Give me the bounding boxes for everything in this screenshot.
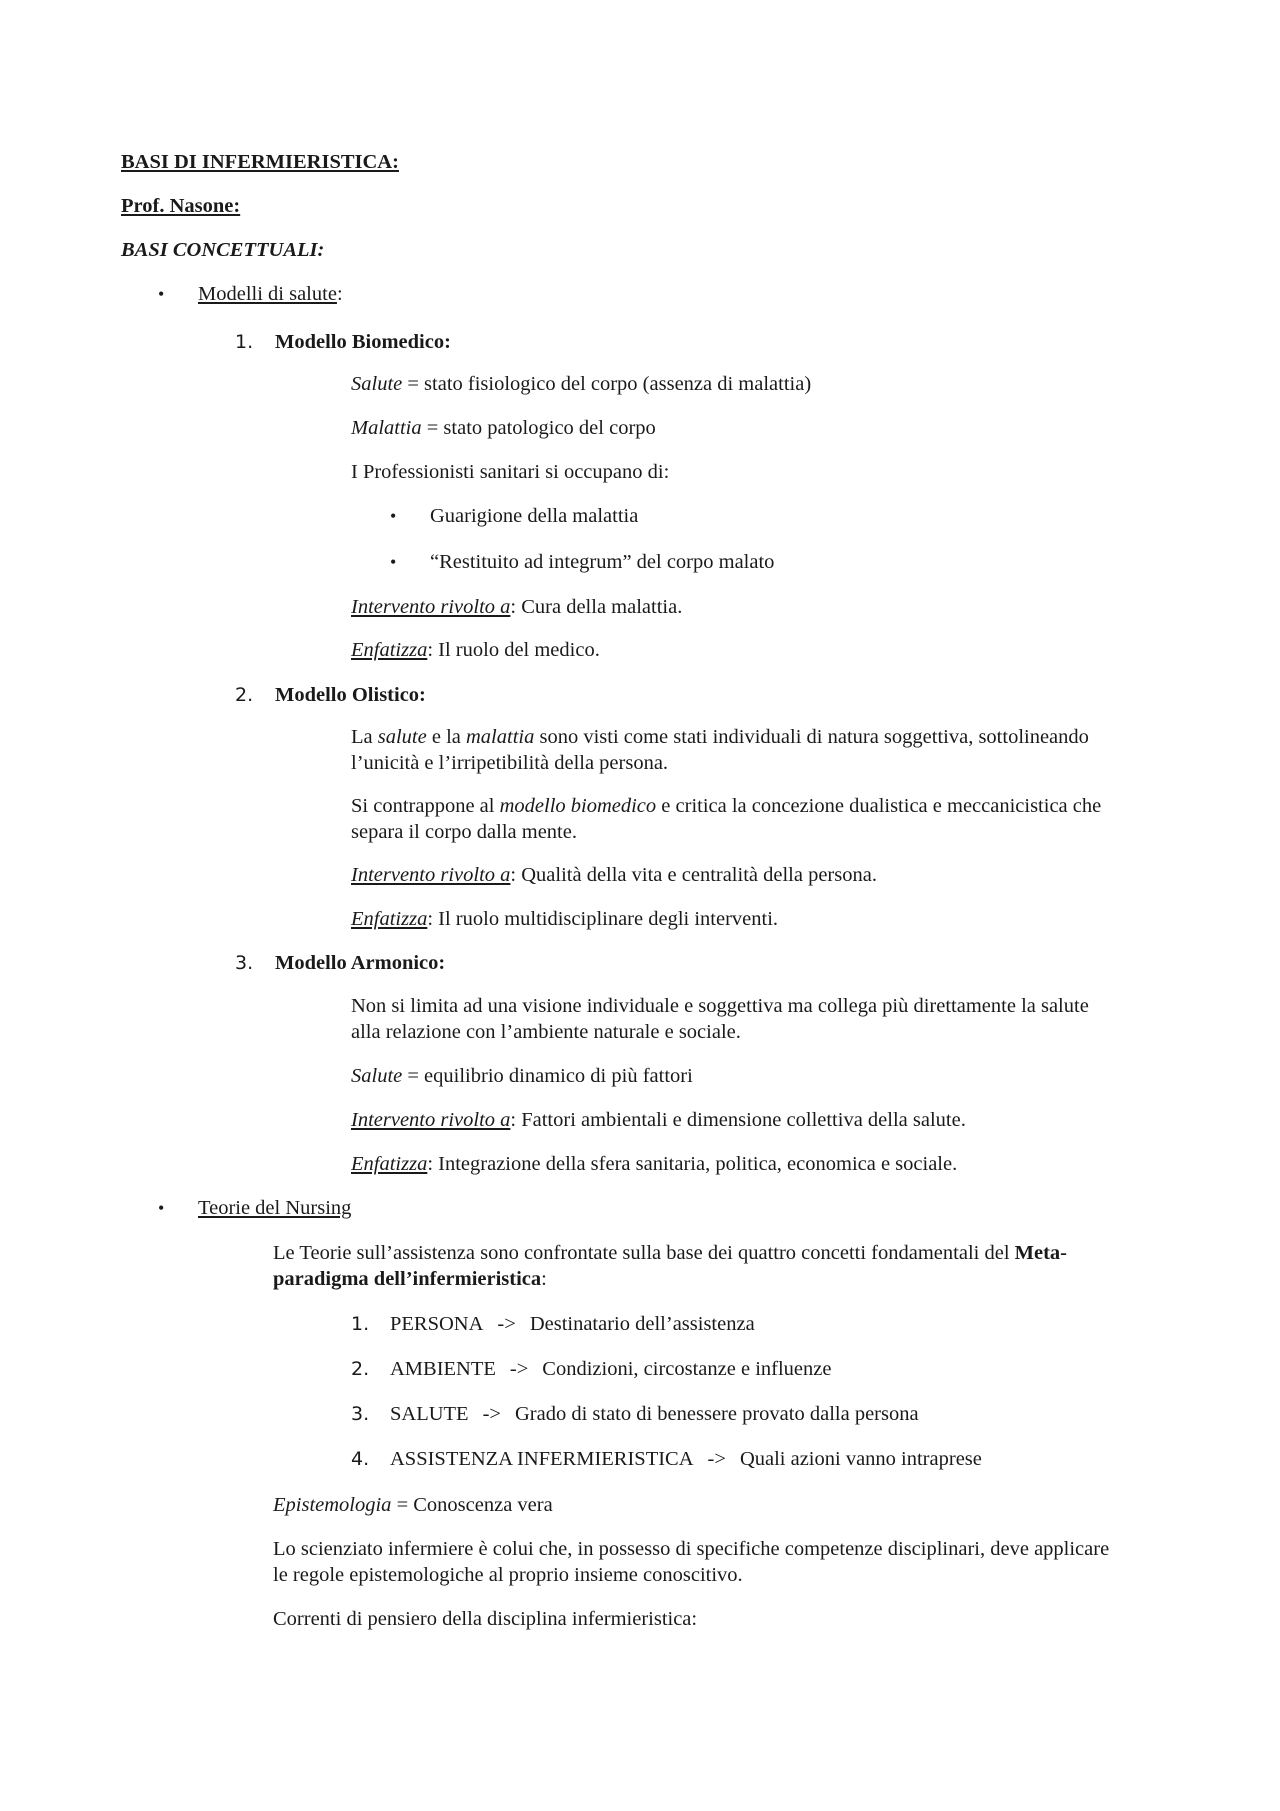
- concept-item: AMBIENTE -> Condizioni, circostanze e influenze: [390, 1358, 832, 1380]
- text-line: I Professionisti sanitari si occupano di:: [351, 461, 670, 483]
- paragraph-line: Le Teorie sull’assistenza sono confrontate sulla base dei quattro concetti fondamentali del Meta-: [273, 1242, 1067, 1264]
- paragraph-line: Correnti di pensiero della disciplina infermieristica:: [273, 1608, 698, 1630]
- bullet-marker: •: [390, 506, 397, 526]
- paragraph-line: La salute e la malattia sono visti come stati individuali di natura soggettiva, sottolineando: [351, 726, 1089, 748]
- intervento-line: Intervento rivolto a: Qualità della vita e centralità della persona.: [351, 864, 877, 886]
- model-heading-armonico: Modello Armonico:: [275, 952, 446, 974]
- models-heading: Modelli di salute:: [198, 283, 343, 305]
- paragraph-line: Lo scienziato infermiere è colui che, in possesso di specifiche competenze disciplinari, deve applicare: [273, 1538, 1110, 1560]
- bullet-marker: •: [158, 1198, 165, 1218]
- list-number: 3.: [235, 952, 254, 974]
- model-heading-biomedico: Modello Biomedico:: [275, 331, 451, 353]
- list-item: Guarigione della malattia: [430, 505, 639, 527]
- list-number: 2.: [351, 1358, 370, 1380]
- bullet-marker: •: [158, 284, 165, 304]
- concept-item: SALUTE -> Grado di stato di benessere provato dalla persona: [390, 1403, 919, 1425]
- model-heading-olistico: Modello Olistico:: [275, 684, 426, 706]
- paragraph-line: Non si limita ad una visione individuale e soggettiva ma collega più direttamente la salute: [351, 995, 1089, 1017]
- paragraph-line: paradigma dell’infermieristica:: [273, 1268, 547, 1290]
- paragraph-line: Si contrappone al modello biomedico e critica la concezione dualistica e meccanicistica che: [351, 795, 1102, 817]
- definition-line: Salute = equilibrio dinamico di più fattori: [351, 1065, 693, 1087]
- intervento-line: Intervento rivolto a: Fattori ambientali e dimensione collettiva della salute.: [351, 1109, 966, 1131]
- enfatizza-line: Enfatizza: Integrazione della sfera sanitaria, politica, economica e sociale.: [351, 1153, 958, 1175]
- paragraph-line: le regole epistemologiche al proprio insieme conoscitivo.: [273, 1564, 743, 1586]
- document-title: BASI DI INFERMIERISTICA:: [121, 151, 399, 173]
- list-number: 4.: [351, 1448, 370, 1470]
- intervento-line: Intervento rivolto a: Cura della malattia.: [351, 596, 683, 618]
- list-number: 2.: [235, 684, 254, 706]
- paragraph-line: l’unicità e l’irripetibilità della persona.: [351, 752, 669, 774]
- enfatizza-line: Enfatizza: Il ruolo del medico.: [351, 639, 600, 661]
- concept-item: ASSISTENZA INFERMIERISTICA -> Quali azioni vanno intraprese: [390, 1448, 982, 1470]
- list-number: 1.: [351, 1313, 370, 1335]
- bullet-marker: •: [390, 552, 397, 572]
- enfatizza-line: Enfatizza: Il ruolo multidisciplinare degli interventi.: [351, 908, 779, 930]
- nursing-heading: Teorie del Nursing: [198, 1197, 352, 1219]
- definition-line: Epistemologia = Conoscenza vera: [273, 1494, 553, 1516]
- author-line: Prof. Nasone:: [121, 195, 241, 217]
- list-number: 1.: [235, 331, 254, 353]
- paragraph-line: alla relazione con l’ambiente naturale e sociale.: [351, 1021, 741, 1043]
- concept-item: PERSONA -> Destinatario dell’assistenza: [390, 1313, 755, 1335]
- list-item: “Restituito ad integrum” del corpo malato: [430, 551, 775, 573]
- paragraph-line: separa il corpo dalla mente.: [351, 821, 577, 843]
- list-number: 3.: [351, 1403, 370, 1425]
- definition-line: Salute = stato fisiologico del corpo (assenza di malattia): [351, 373, 812, 395]
- section-title: BASI CONCETTUALI:: [121, 239, 325, 261]
- definition-line: Malattia = stato patologico del corpo: [351, 417, 656, 439]
